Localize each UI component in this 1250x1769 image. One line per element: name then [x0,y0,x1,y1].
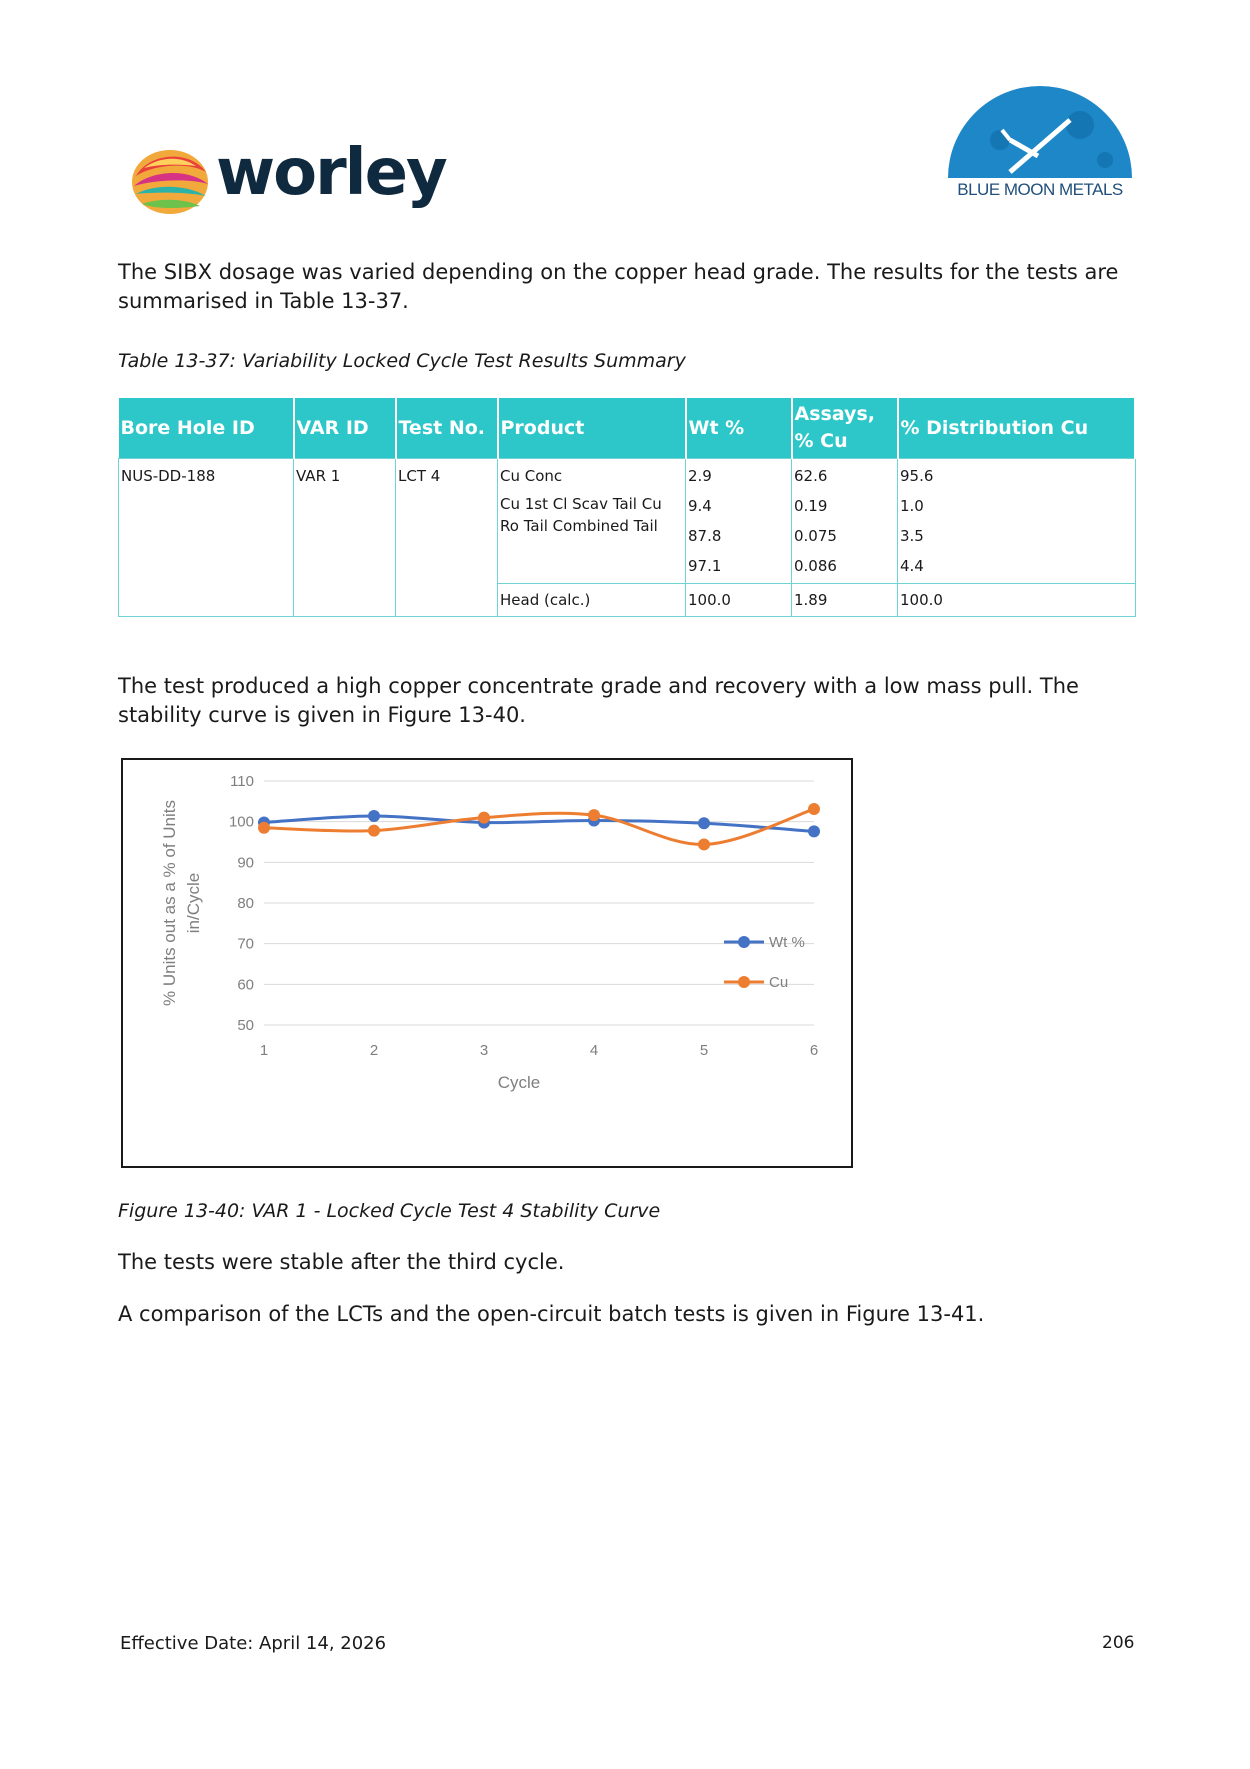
assay-value: 0.19 [794,497,828,515]
y-tick-label: 70 [237,935,254,953]
data-point-wt [368,810,380,822]
footer-page-number: 206 [1102,1633,1135,1653]
wt-value: 9.4 [688,497,712,515]
x-axis-title: Cycle [497,1073,541,1092]
cell-var-id: VAR 1 [294,459,396,617]
header-distribution: % Distribution Cu [898,398,1136,459]
data-point-cu [808,803,820,815]
table-caption: Table 13-37: Variability Locked Cycle Test Results Summary [118,350,686,372]
stable-paragraph: The tests were stable after the third cycle. [118,1250,565,1274]
intro-paragraph: The SIBX dosage was varied depending on the copper head grade. The results for the tests are summarised in Table 13-37. [118,260,1119,313]
cell-head-assay: 1.89 [792,584,898,617]
legend-marker-cu [738,976,750,988]
data-point-wt [808,825,820,837]
y-tick-label: 60 [237,976,254,994]
y-axis-title-line: % Units out as a % of Units [160,800,179,1006]
table-row [119,459,1136,584]
header-bore-hole-id: Bore Hole ID [119,398,294,459]
legend-label-wt: Wt % [769,934,805,951]
distribution-value: 3.5 [900,527,924,545]
wt-value: 87.8 [688,527,722,545]
data-point-cu [588,809,600,821]
x-tick-label: 5 [699,1042,709,1059]
data-point-cu [368,825,380,837]
data-point-wt [698,817,710,829]
header-var-id: VAR ID [294,398,396,459]
product-item: Ro Tail Combined Tail [500,517,658,535]
data-point-cu [258,822,270,834]
y-tick-label: 50 [237,1017,254,1034]
header-product: Product [498,398,686,459]
table-header-row [119,398,1136,459]
x-tick-label: 6 [809,1042,819,1059]
y-tick-label: 100 [228,813,254,831]
y-axis-title-line: in/Cycle [184,872,203,934]
product-item: Cu 1st Cl Scav Tail Cu [500,495,662,513]
cell-test-no: LCT 4 [396,459,498,617]
product-item: Cu Conc [500,467,563,485]
moon-dome-icon [940,80,1140,180]
series-line-wt [264,816,814,831]
worley-wordmark: worley [216,136,446,210]
y-tick-label: 80 [237,895,254,912]
cell-assays [792,459,898,584]
wt-value: 2.9 [688,467,712,485]
distribution-value: 4.4 [900,557,924,575]
x-tick-label: 3 [479,1042,489,1059]
cell-head-wt: 100.0 [686,584,792,617]
legend-label-cu: Cu [769,974,789,991]
y-tick-label: 90 [237,854,254,872]
worley-logo [130,138,470,228]
x-tick-label: 1 [259,1042,269,1059]
assay-value: 0.086 [794,557,837,575]
footer-effective-date: Effective Date: April 14, 2026 [120,1633,387,1654]
series-line-cu [264,809,814,844]
wt-value: 97.1 [688,557,722,575]
header-assays: Assays, % Cu [792,398,898,459]
x-tick-label: 4 [589,1042,599,1059]
comparison-paragraph: A comparison of the LCTs and the open-circuit batch tests is given in Figure 13-41. [118,1302,985,1326]
header-wt: Wt % [686,398,792,459]
cell-head-calc: Head (calc.) [498,584,686,617]
y-tick-label: 110 [230,773,254,790]
assay-value: 0.075 [794,527,837,545]
worley-swirl-icon [130,142,210,222]
data-point-cu [478,812,490,824]
cell-wt [686,459,792,584]
cell-products [498,459,686,584]
assay-value: 62.6 [794,467,828,485]
blue-moon-metals-wordmark: BLUE MOON METALS [957,180,1123,199]
cell-bore-hole-id: NUS-DD-188 [119,459,294,617]
stability-chart-svg [123,760,851,1166]
results-table [118,398,1136,617]
figure-caption: Figure 13-40: VAR 1 - Locked Cycle Test 4 Stability Curve [118,1200,661,1222]
distribution-value: 95.6 [900,467,934,485]
blue-moon-metals-logo [940,80,1140,210]
cell-distribution [898,459,1136,584]
stability-chart [121,758,853,1168]
x-tick-label: 2 [369,1042,379,1059]
data-point-cu [698,838,710,850]
legend-marker-wt [738,936,750,948]
y-axis-title [160,800,203,1006]
header-test-no: Test No. [396,398,498,459]
mid-paragraph: The test produced a high copper concentrate grade and recovery with a low mass pull. The stability curve is given in Figure 13-40. [118,674,1079,727]
distribution-value: 1.0 [900,497,924,515]
cell-head-distribution: 100.0 [898,584,1136,617]
